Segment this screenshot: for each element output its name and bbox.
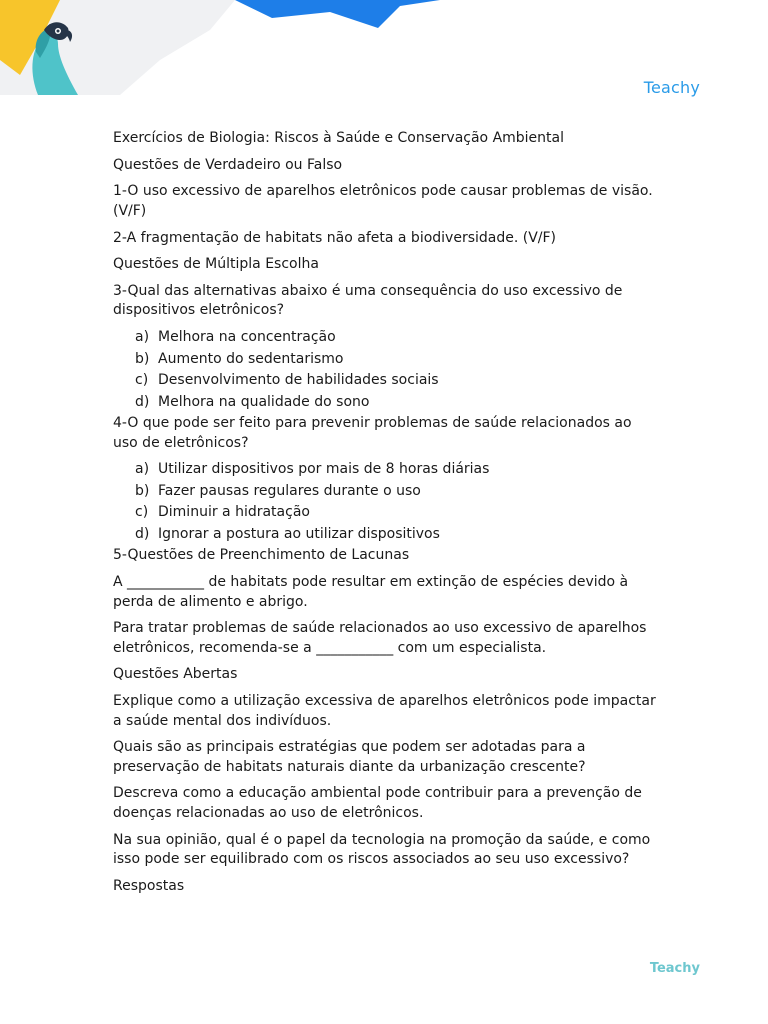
footer-brand-text: Teachy <box>649 961 700 976</box>
answers-heading: Respostas <box>113 877 185 894</box>
section-heading-true-false: Questões de Verdadeiro ou Falso <box>113 156 343 173</box>
option-text: Melhora na concentração <box>158 329 336 346</box>
option-text: Aumento do sedentarismo <box>158 350 344 367</box>
option-marker: a) <box>135 461 150 478</box>
question-4: 4-O que pode ser feito para prevenir problemas de saúde relacionados ao uso de eletrônicos? <box>113 415 632 451</box>
option-item <box>113 482 658 504</box>
open-question-4: Na sua opinião, qual é o papel da tecnologia na promoção da saúde, e como isso pode ser equilibrado com os riscos associados ao seu uso excessivo? <box>113 831 651 868</box>
open-question-3: Descreva como a educação ambiental pode contribuir para a prevenção de doenças relacionadas ao uso de eletrônicos. <box>113 785 642 821</box>
question-3-options <box>113 328 658 414</box>
brand-logo-text: Teachy <box>643 78 700 97</box>
option-marker: c) <box>135 372 149 389</box>
document-title: Exercícios de Biologia: Riscos à Saúde e Conservação Ambiental <box>113 130 565 146</box>
option-text: Melhora na qualidade do sono <box>158 393 370 410</box>
option-marker: c) <box>135 504 149 521</box>
section-heading-multiple-choice: Questões de Múltipla Escolha <box>113 256 319 273</box>
option-item <box>113 371 658 393</box>
option-marker: d) <box>135 525 150 542</box>
option-marker: a) <box>135 329 150 346</box>
option-marker: b) <box>135 482 150 499</box>
document-body <box>113 129 658 904</box>
question-1: 1-O uso excessivo de aparelhos eletrônicos pode causar problemas de visão. (V/F) <box>113 183 653 219</box>
option-text: Ignorar a postura ao utilizar dispositivos <box>158 525 440 542</box>
option-marker: b) <box>135 350 150 367</box>
option-item <box>113 350 658 372</box>
option-item <box>113 460 658 482</box>
option-text: Diminuir a hidratação <box>158 504 310 521</box>
section-heading-open: Questões Abertas <box>113 666 238 683</box>
fill-question-2: Para tratar problemas de saúde relacionados ao uso excessivo de aparelhos eletrônicos, recomenda-se a ___________ com um especialista. <box>113 620 647 656</box>
option-item <box>113 525 658 547</box>
option-text: Fazer pausas regulares durante o uso <box>158 482 421 499</box>
section-heading-fill-blanks: 5-Questões de Preenchimento de Lacunas <box>113 547 410 564</box>
option-text: Utilizar dispositivos por mais de 8 horas diárias <box>158 461 490 478</box>
option-item <box>113 393 658 415</box>
option-item <box>113 503 658 525</box>
open-question-1: Explique como a utilização excessiva de aparelhos eletrônicos pode impactar a saúde mental dos indivíduos. <box>113 693 656 729</box>
option-text: Desenvolvimento de habilidades sociais <box>158 372 439 389</box>
fill-question-1: A ___________ de habitats pode resultar em extinção de espécies devido à perda de alimento e abrigo. <box>113 574 629 610</box>
option-item <box>113 328 658 350</box>
option-marker: d) <box>135 393 150 410</box>
question-2: 2-A fragmentação de habitats não afeta a biodiversidade. (V/F) <box>113 229 557 246</box>
open-question-2: Quais são as principais estratégias que podem ser adotadas para a preservação de habitats naturais diante da urbanização crescente? <box>113 739 586 775</box>
question-3: 3-Qual das alternativas abaixo é uma consequência do uso excessivo de dispositivos eletrônicos? <box>113 282 623 319</box>
question-4-options <box>113 460 658 546</box>
